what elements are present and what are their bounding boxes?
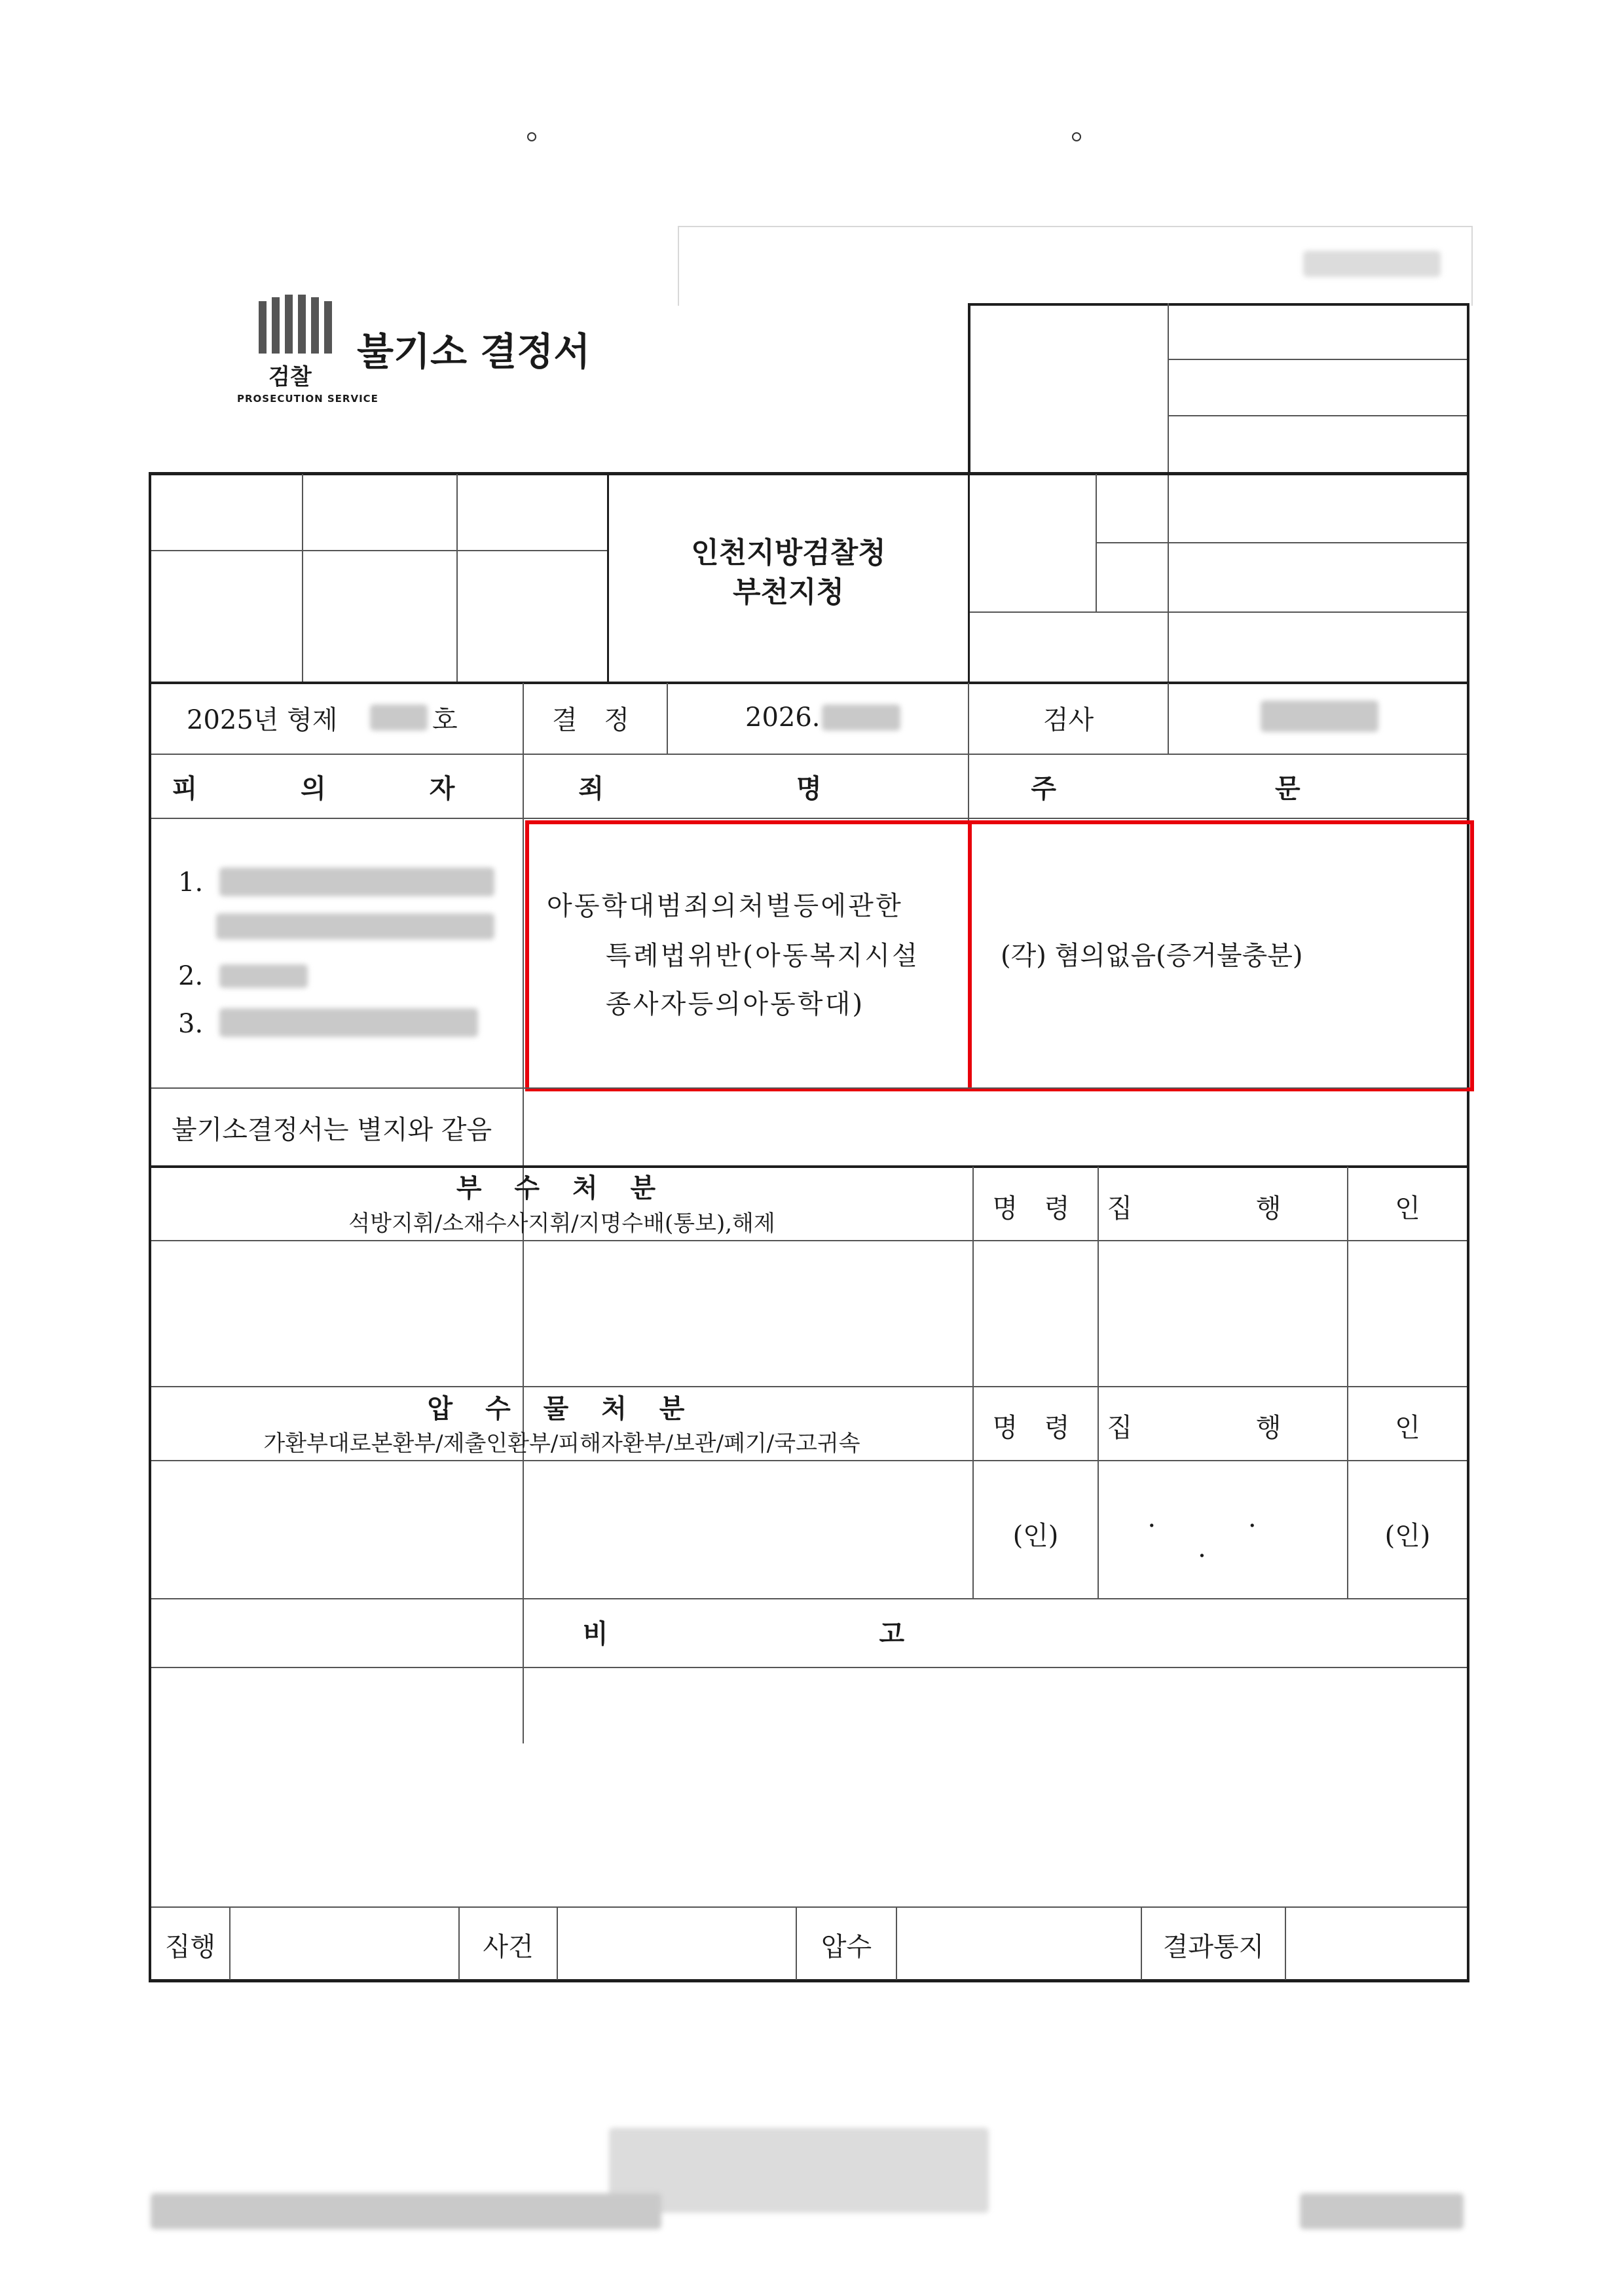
prosecution-logo-icon	[259, 295, 337, 354]
supplementary-seal-label: 인	[1395, 1193, 1420, 1224]
scan-mark	[1072, 132, 1081, 141]
remarks-area	[151, 1668, 1467, 1906]
redacted-date	[822, 704, 900, 731]
footer-result-notice-label: 결과통지	[1162, 1931, 1264, 1962]
faint-stamp-text	[1303, 251, 1441, 277]
redacted-case-number	[370, 704, 428, 731]
redacted-suspect-1	[219, 867, 494, 896]
seized-title: 압 수 물 처 분	[427, 1393, 697, 1424]
charge-text-line2: 특례법위반(아동복지시설	[606, 941, 920, 971]
supplementary-title: 부 수 처 분	[456, 1173, 668, 1203]
order-highlight-box	[968, 820, 1474, 1091]
charge-header: 죄 명	[578, 773, 913, 804]
order-header: 주 문	[1031, 773, 1405, 804]
seized-exec-seal: (인)	[1384, 1520, 1431, 1551]
redacted-footer-page	[1300, 2193, 1464, 2229]
redacted-suspect-3	[219, 1008, 478, 1037]
suspect-number-3: 3.	[178, 1009, 204, 1039]
logo-subtext: PROSECUTION SERVICE	[237, 393, 378, 405]
footer-seizure-label: 압수	[821, 1931, 872, 1962]
suspect-number-1: 1.	[178, 867, 204, 898]
footer-case-label: 사건	[483, 1931, 534, 1962]
decision-date: 2026.	[745, 702, 821, 733]
decision-label: 결 정	[552, 704, 638, 735]
supplementary-subtitle: 석방지휘/소재수사지휘/지명수배(통보),해제	[348, 1210, 775, 1237]
charge-text-line3: 종사자등의아동학대)	[606, 989, 865, 1019]
redacted-suspect-2	[219, 964, 308, 988]
redacted-footer-stamp	[609, 2128, 989, 2213]
office-name-line2: 부천지청	[732, 575, 844, 609]
suspect-number-2: 2.	[178, 961, 204, 991]
charge-text-line1: 아동학대범죄의처벌등에관한	[547, 891, 903, 921]
document-title: 불기소 결정서	[357, 329, 591, 374]
footer-exec-label: 집행	[164, 1931, 216, 1962]
logo-text: 검찰	[268, 364, 312, 390]
office-name-line1: 인천지방검찰청	[691, 536, 886, 570]
redacted-footer-text	[151, 2193, 661, 2229]
scan-mark	[527, 132, 536, 141]
case-number-suffix: 호	[432, 704, 458, 735]
prosecutor-label: 검사	[1043, 704, 1094, 735]
seized-subtitle: 가환부대로본환부/제출인환부/피해자환부/보관/폐기/국고귀속	[263, 1430, 860, 1457]
case-number-prefix: 2025년 형제	[187, 704, 338, 735]
reason-text: 불기소결정서는 별지와 같음	[172, 1114, 492, 1145]
seized-exec-label: 집 행	[1107, 1412, 1339, 1443]
supplementary-order-label: 명 령	[992, 1193, 1079, 1224]
seized-seal-label: 인	[1395, 1412, 1420, 1443]
remarks-title: 비 고	[582, 1618, 1036, 1649]
seized-exec-date: . . .	[1147, 1503, 1299, 1563]
redacted-suspect-1-line2	[216, 913, 494, 939]
seized-order-label: 명 령	[992, 1412, 1079, 1443]
suspect-header: 피 의 자	[172, 773, 502, 804]
redacted-prosecutor-name	[1261, 701, 1378, 732]
seized-order-seal: (인)	[1012, 1520, 1059, 1551]
supplementary-exec-label: 집 행	[1107, 1193, 1339, 1224]
order-text: (각) 혐의없음(증거불충분)	[1001, 941, 1303, 971]
charge-highlight-box	[525, 820, 972, 1091]
